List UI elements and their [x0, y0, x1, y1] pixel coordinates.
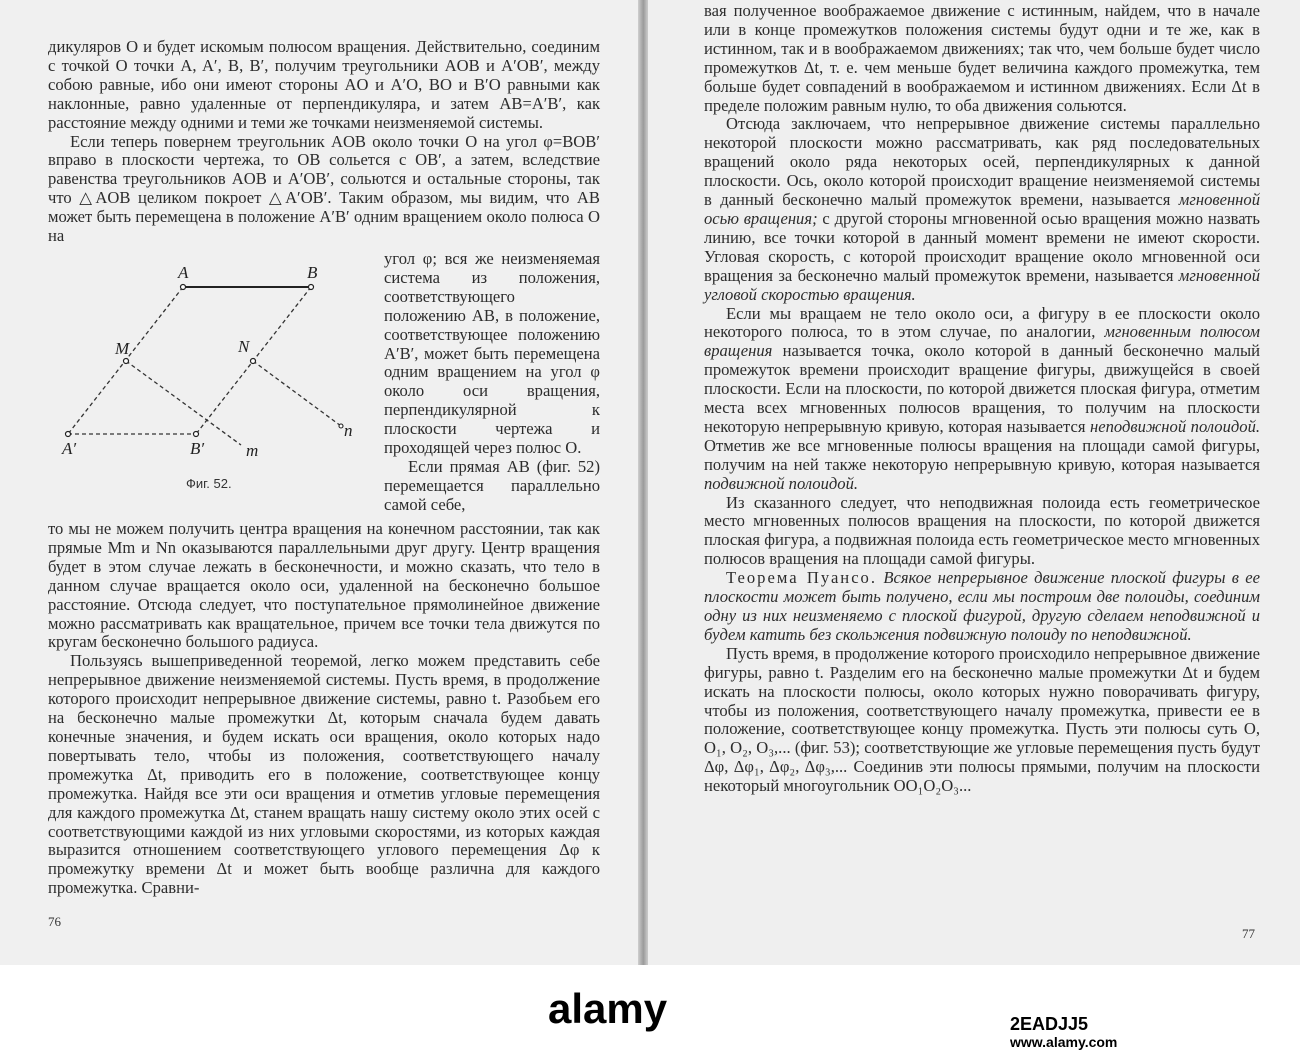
text-run: называется точка, около которой в данный бесконечно малый промежуток времени происходит вращение фигуры, движущейся в своей плоскости. Если на плоскости, по которой движется плоская фигура, отметим места всех мгновенных полюсов вращения, то получим на плоскости некоторую непрерывную кривую, которая называется [704, 341, 1260, 436]
paragraph: вая полученное воображаемое движение с истинным, найдем, что в начале или в конце промежутков положения системы будут одни и те же, как в истинном, так и в воображаемом движениях; так что, чем больше будет число промежутков Δt, т. е. чем меньше будет величина каждого промежутка, тем больше будет совпадений в воображаемом и истинном движениях. Если Δt в пределе положим равным нулю, то оба движения сольются. [704, 1, 1260, 115]
paragraph: угол φ; вся же неизменяемая система из положения, соответствующего положению AB, в положение, соответствующее положению A′B′, может быть перемещена одним вращением на угол φ около оси вращения, перпендикулярной к плоскости чертежа и проходящей через полюс O. [384, 249, 600, 458]
label-m: m [246, 441, 259, 460]
text-run: Если мы вращаем не тело около оси, а фигуру в ее плоскости около некоторого полюса, то в этом случае, по аналогии, [704, 303, 1260, 342]
right-page [648, 0, 1300, 965]
term-instant-pole: мгновенным полюсом вращения [704, 322, 1260, 361]
alamy-logo: alamy [548, 985, 668, 1032]
point-N [251, 359, 256, 364]
point-n [339, 424, 343, 428]
paragraph: Если теперь повернем треугольник AOB около точки O на угол φ=BOB′ вправо в плоскости чертежа, то OB сольется с OB′, а затем, вследствие равенства треугольников AOB и A′OB′, сольются и остальные стороны, так что △AOB целиком покроет △A′OB′. Таким образом, мы видим, что AB может быть перемещена в положение A′B′ одним вращением около полюса O на [48, 131, 600, 246]
label-B: B [307, 263, 318, 282]
paragraph: Если прямая AB (фиг. 52) перемещается параллельно самой себе, [384, 456, 600, 514]
left-text-bottom [48, 520, 600, 898]
line-Mm [126, 361, 241, 445]
left-text-top [48, 38, 600, 246]
term-instant-angular-velocity: мгновенной угловой скоростью вращения. [704, 265, 1260, 304]
point-M [124, 359, 129, 364]
term-fixed-polhode: неподвижной полоидой. [1090, 416, 1261, 436]
paragraph [704, 115, 1260, 304]
text-run: с другой стороны мгновенной осью вращения можно назвать линию, все точки которой в данный момент времени не имеют скорости. Угловая скорость, с которой происходит вращение около мгновенной оси вращения за бесконечно малый промежуток времени, называется [704, 208, 1260, 285]
left-page [0, 0, 640, 965]
point-B1 [194, 432, 199, 437]
point-A [181, 285, 186, 290]
page-number: 77 [1242, 926, 1255, 941]
theorem-paragraph [704, 569, 1260, 645]
point-B [309, 285, 314, 290]
watermark-url: www.alamy.com [1010, 1034, 1118, 1050]
label-A1: A′ [62, 439, 77, 458]
text-run: Отметив же все мгновенные полюсы вращения на площади самой фигуры, получим на ней также некоторую непрерывную кривую, которая называется [704, 435, 1260, 474]
page-number: 76 [48, 914, 61, 929]
theorem-label: Теорема Пуансо. [726, 568, 878, 588]
paragraph: Из сказанного следует, что неподвижная полоида есть геометрическое место мгновенных полюсов вращения на плоскости, по которой движется плоская фигура, а подвижная полоида есть геометрическое место мгновенных полюсов вращения на площади самой фигуры. [704, 492, 1260, 569]
label-n: n [344, 421, 353, 440]
figure-caption: Фиг. 52. [186, 476, 232, 491]
label-A: A [178, 263, 189, 282]
text-run: Отсюда заключаем, что непрерывное движение системы параллельно некоторой плоскости можно рассматривать, как ряд последовательных вращений около ряда некоторых осей, перпендикулярных к данной плоскости. Ось, около которой происходит вращение неизменяемой системы в данный бесконечно малый промежуток времени, называется [704, 114, 1260, 210]
right-text [704, 2, 1260, 796]
term-moving-polhode: подвижной полоидой. [704, 473, 859, 493]
paragraph [704, 305, 1260, 494]
paragraph: Пусть время, в продолжение которого происходило непрерывное движение фигуры, равно t. Разделим его на бесконечно малые промежутки Δt и будем искать на плоскости полюсы, около которых нужно поворачивать фигуру, чтобы из положения, соответствующего началу промежутка, привести ее в положение, соответствующее концу промежутка. Пусть эти полюсы суть O, O₁, O₂, O₃,... (фиг. 53); соответствующие же угловые перемещения пусть будут Δφ, Δφ₁, Δφ₂, Δφ₃,... Соединив эти полюсы прямыми, получим на плоскости некоторый многоугольник OO₁O₂O₃... [704, 643, 1260, 796]
paragraph: дикуляров O и будет искомым полюсом вращения. Действительно, соединим с точкой O точки A, A′, B, B′, получим треугольники AOB и A′OB′, между собою равные, ибо они имеют стороны AO и A′O, BO и B′O равными как наклонные, равно удаленные от перпендикуляра, и затем AB=A′B′, как расстояние между одними и теми же точками неизменяемой системы. [48, 37, 600, 132]
paragraph: то мы не можем получить центра вращения на конечном расстоянии, так как прямые Mm и Nn оказываются параллельными друг другу. Центр вращения будет в этом случае лежать в бесконечности, и можно сказать, что тело в данном случае вращается около оси, удаленной на бесконечно большое расстояние. Отсюда следует, что поступательное прямолинейное движение можно рассматривать как вращательное, причем все точки тела движутся по кругам бесконечно большого радиуса. [48, 519, 600, 652]
image-id: 2EADJJ5 [1010, 1014, 1089, 1034]
label-B1: B′ [190, 439, 205, 458]
left-text-beside-figure [384, 250, 600, 515]
label-M: M [115, 339, 130, 358]
label-N: N [238, 337, 250, 356]
point-A1 [66, 432, 71, 437]
term-instant-axis: мгновенной осью вращения; [704, 190, 1260, 228]
figure-52 [56, 258, 376, 508]
paragraph: Пользуясь вышеприведенной теоремой, легко можем представить себе непрерывное движение неизменяемой системы. Пусть время, в продолжение которого происходит непрерывное движение системы, равно t. Разобьем его на бесконечно малые промежутки Δt, которым сначала будем давать конечные значения, и будем искать оси вращения, около которых надо повертывать тело, чтобы из положения, соответствующего началу промежутка Δt, приводить его в положение, соответствующее концу промежутка. Найдя все эти оси вращения и отметив угловые перемещения для каждого промежутка Δt, станем вращать нашу систему около этих осей с соответствующими каждой из них угловыми скоростями, из которых каждая выразится отношением соответствующего углового перемещения Δφ к промежутку времени Δt и может быть вообще различна для каждого промежутка. Сравни- [48, 651, 600, 898]
theorem-statement: Всякое непрерывное движение плоской фигуры в ее плоскости может быть получено, если мы построим две полоиды, соединим одну из них неизменяемо с плоской фигурой, другую сделаем неподвижной и будем катить без скольжения подвижную полоиду по неподвижной. [704, 568, 1260, 644]
line-Nn [253, 361, 341, 426]
